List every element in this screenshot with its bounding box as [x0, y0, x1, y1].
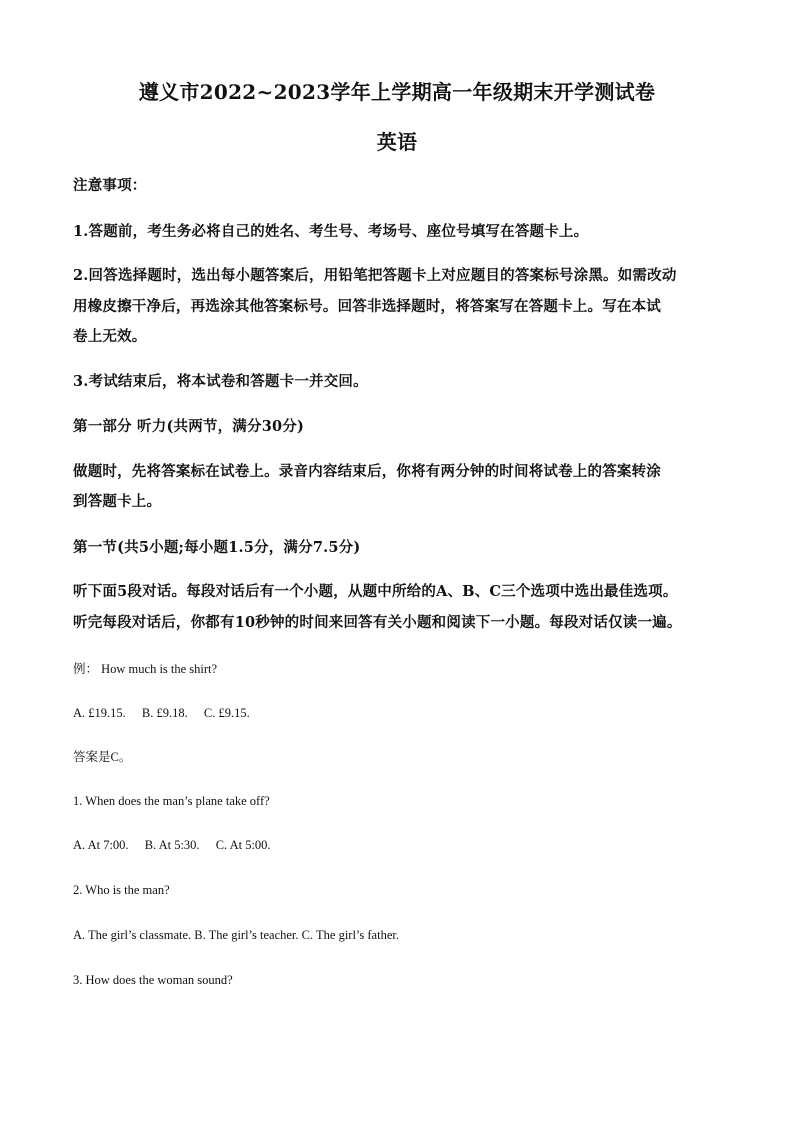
question-1-option-b: B. At 5:30.: [144, 838, 200, 852]
question-1-option-a: A. At 7:00.: [73, 838, 129, 852]
section1-heading: 第一节(共5小题;每小题1.5分，满分7.5分): [73, 539, 361, 556]
note-item-2-line-2: 用橡皮擦干净后，再选涂其他答案标号。回答非选择题时，将答案写在答题卡上。写在本试: [73, 298, 661, 315]
part1-instruction-line-1: 做题时，先将答案标在试卷上。录音内容结束后，你将有两分钟的时间将试卷上的答案转涂: [73, 463, 661, 480]
notes-heading: 注意事项：: [73, 177, 147, 194]
example-option-c: C. £9.15.: [203, 706, 250, 720]
example-answer: 答案是C。: [73, 750, 132, 764]
example-option-a: A. £19.15.: [73, 706, 126, 720]
exam-title: 遵义市2022~2023学年上学期高一年级期末开学测试卷: [138, 80, 656, 104]
note-item-2-line-1: 2.回答选择题时，选出每小题答案后，用铅笔把答题卡上对应题目的答案标号涂黑。如需改动: [73, 267, 677, 284]
question-2-options: A. The girl’s classmate. B. The girl’s teacher. C. The girl’s father.: [73, 928, 399, 942]
subject-title: 英语: [376, 130, 418, 154]
part1-heading: 第一部分 听力(共两节，满分30分): [73, 418, 305, 435]
question-1-options: [73, 835, 723, 855]
note-item-3: 3.考试结束后，将本试卷和答题卡一并交回。: [73, 373, 368, 390]
question-2: 2. Who is the man?: [73, 883, 170, 897]
example-options: [73, 703, 723, 723]
question-1-option-c: C. At 5:00.: [215, 838, 271, 852]
section1-instruction-line-2: 听完每段对话后，你都有10秒钟的时间来回答有关小题和阅读下一小题。每段对话仅读一遍。: [73, 614, 682, 631]
part1-instruction-line-2: 到答题卡上。: [73, 493, 162, 510]
question-1: 1. When does the man’s plane take off?: [73, 794, 270, 808]
question-3: 3. How does the woman sound?: [73, 973, 233, 987]
section1-instruction-line-1: 听下面5段对话。每段对话后有一个小题，从题中所给的A、B、C三个选项中选出最佳选项。: [73, 583, 678, 600]
example-question: 例： How much is the shirt?: [73, 662, 218, 676]
note-item-2-line-3: 卷上无效。: [73, 328, 147, 345]
example-option-b: B. £9.18.: [141, 706, 188, 720]
note-item-1: 1.答题前，考生务必将自己的姓名、考生号、考场号、座位号填写在答题卡上。: [73, 223, 589, 240]
